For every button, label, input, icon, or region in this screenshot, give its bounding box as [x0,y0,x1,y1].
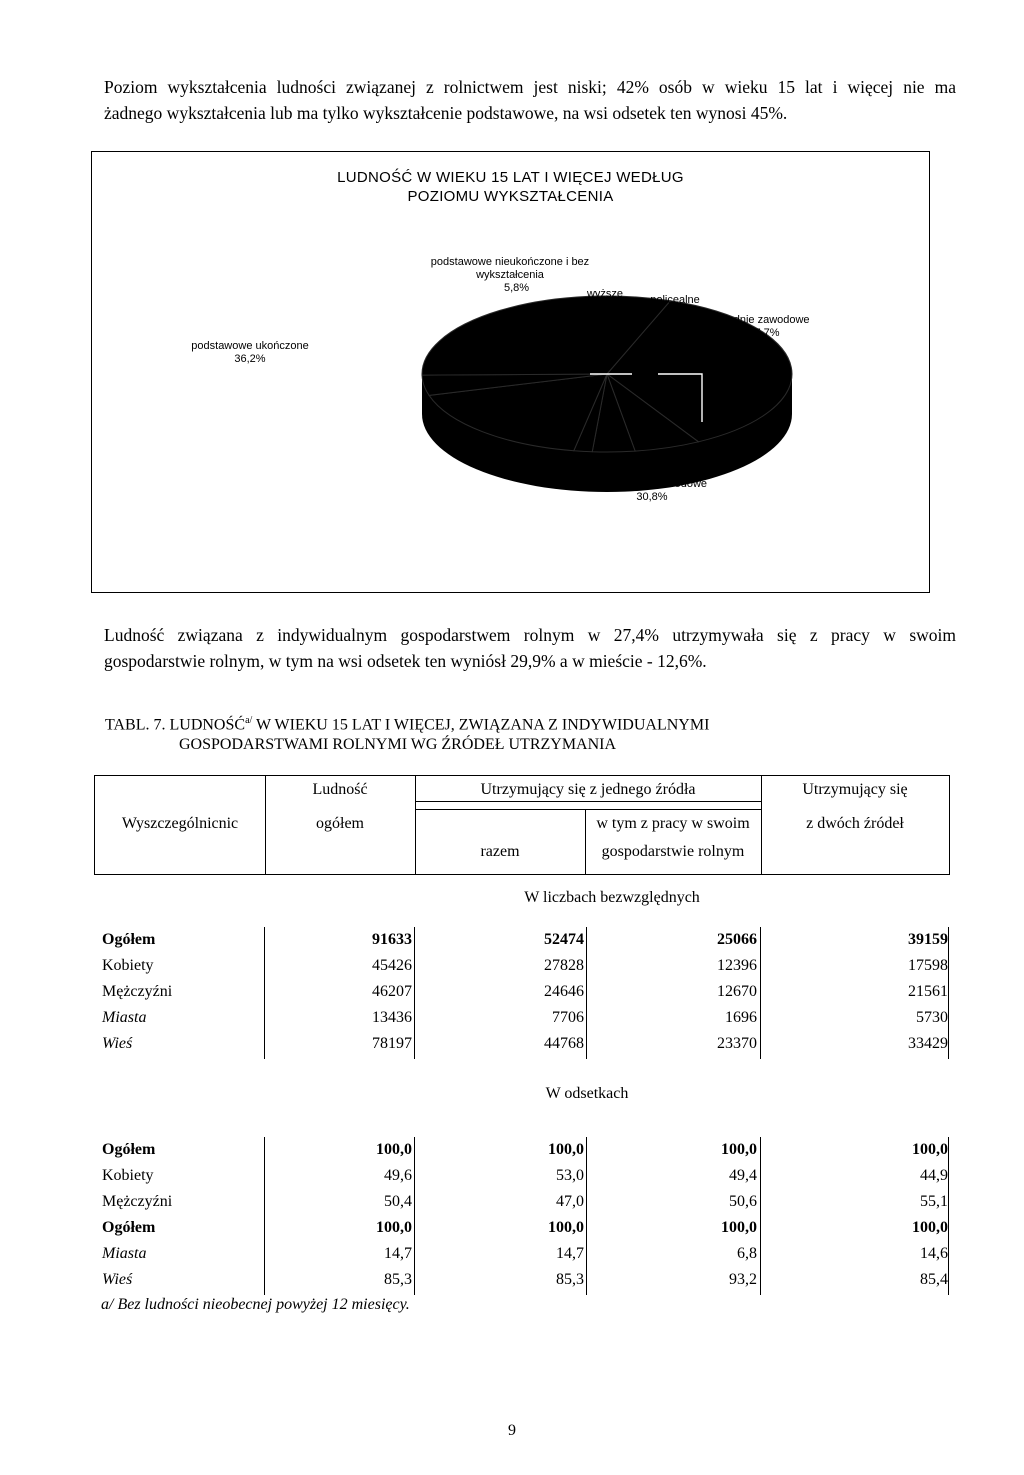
pie-svg [92,152,929,592]
table-title-line-2: GOSPODARSTWAMI ROLNYMI WG ŹRÓDEŁ UTRZYMANIA [179,736,617,754]
intro-line-1: Poziom wykształcenia ludności związanej z rolnictwem jest niski; 42% osób w wieku 15 lat i więcej nie ma [104,77,956,97]
label-srednie-zawodowe [704,314,824,340]
cell: 85,3 [556,1271,584,1288]
table-row [94,1267,950,1293]
label-value: 4,2% [752,365,778,377]
cell: 100,0 [376,1141,412,1158]
section-title-absolute: W liczbach bezwzględnych [524,889,700,906]
para2-line-1: Ludność związana z indywidualnym gospodarstwem rolnym w 27,4% utrzymywała się z pracy w swoim [104,625,956,645]
row-label: Ogółem [102,1219,156,1236]
intro-paragraph [104,74,956,126]
row-label: Miasta [102,1245,147,1262]
cell: 55,1 [920,1193,948,1210]
row-label: Kobiety [102,957,154,974]
label-wyzsze [580,288,630,314]
table-row [94,927,950,953]
cell: 85,4 [920,1271,948,1288]
section-absolute-rows [94,927,950,1057]
cell: 100,0 [912,1219,948,1236]
table-row [94,1189,950,1215]
row-label: Mężczyźni [102,1193,173,1210]
cell: 91633 [372,931,412,948]
table-row [94,1163,950,1189]
header-z-pracy-b: gospodarstwie rolnym [601,843,745,860]
cell: 12670 [717,983,757,1000]
cell: 45426 [372,957,412,974]
table-row [94,1241,950,1267]
cell: 44768 [544,1035,584,1052]
cell: 49,4 [729,1167,757,1184]
cell: 49,6 [384,1167,412,1184]
row-label: Ogółem [102,1141,156,1158]
cell: 13436 [372,1009,412,1026]
row-label: Mężczyźni [102,983,173,1000]
cell: 7706 [552,1009,584,1026]
education-pie-chart [91,151,930,593]
cell: 1696 [725,1009,757,1026]
cell: 44,9 [920,1167,948,1184]
cell: 27828 [544,957,584,974]
header-ogolem: ogółem [316,815,364,832]
cell: 50,6 [729,1193,757,1210]
label-value: 3,7% [592,301,618,313]
label-name: wyższe [586,288,624,300]
table-title-line-1 [105,711,965,735]
cell: 100,0 [548,1141,584,1158]
row-label: Wieś [102,1271,133,1288]
cell: 33429 [908,1035,948,1052]
label-name: podstawowe nieukończone i bez wykształcenia [430,256,590,281]
table-title [105,711,965,755]
table-title-prefix: TABL. 7. LUDNOŚĆ [105,716,246,734]
table-header [94,775,950,875]
para2-line-2: gospodarstwie rolnym, w tym na wsi odsetek ten wyniósł 29,9% a w mieście - 12,6%. [104,651,707,671]
label-name: zasadnicze zawodowe [596,478,708,490]
label-value: 5,8% [504,282,530,294]
cell: 100,0 [721,1219,757,1236]
cell: 53,0 [556,1167,584,1184]
header-dwoch-zrodel-b: z dwóch źródeł [806,815,904,832]
cell: 50,4 [384,1193,412,1210]
table-title-rest: W WIEKU 15 LAT I WIĘCEJ, ZWIĄZANA Z INDYWIDUALNYMI [252,716,710,734]
label-name: podstawowe ukończone [191,340,309,352]
cell: 5730 [916,1009,948,1026]
table-row [94,1031,950,1057]
cell: 93,2 [729,1271,757,1288]
label-srednie-ogolne [700,352,800,378]
cell: 12396 [717,957,757,974]
row-label: Wieś [102,1035,133,1052]
row-label: Ogółem [102,931,156,948]
header-wyszczegolnienie: Wyszczególnicnic [121,815,239,832]
cell: 100,0 [721,1141,757,1158]
table-footnote: a/ Bez ludności nieobecnej powyżej 12 miesięcy. [101,1296,410,1313]
cell: 78197 [372,1035,412,1052]
cell: 14,6 [920,1245,948,1262]
section-percent-rows [94,1137,950,1293]
intro-line-2: żadnego wykształcenia lub ma tylko wykształcenie podstawowe, na wsi odsetek ten wynosi 45%. [104,103,788,123]
cell: 100,0 [548,1219,584,1236]
cell: 25066 [717,931,757,948]
header-ludnosc: Ludność [312,781,368,798]
cell: 85,3 [384,1271,412,1288]
label-podstawowe-nieukonczone [430,256,590,295]
cell: 39159 [908,931,948,948]
table-row [94,1005,950,1031]
chart-title-line-1: LUDNOŚĆ W WIEKU 15 LAT I WIĘCEJ WEDŁUG [337,169,684,186]
cell: 14,7 [556,1245,584,1262]
table-row [94,1215,950,1241]
header-jednego-zrodla: Utrzymujący się z jednego źródła [480,781,696,798]
cell: 46207 [372,983,412,1000]
header-razem: razem [480,843,520,860]
row-label: Kobiety [102,1167,154,1184]
table-row [94,953,950,979]
cell: 24646 [544,983,584,1000]
cell: 100,0 [912,1141,948,1158]
cell: 14,7 [384,1245,412,1262]
cell: 6,8 [737,1245,757,1262]
cell: 23370 [717,1035,757,1052]
header-dwoch-zrodel-a: Utrzymujący się [802,781,908,798]
data-table [94,775,950,1293]
label-podstawowe-ukonczone [180,340,320,366]
section-title-percent: W odsetkach [545,1085,629,1102]
cell: 47,0 [556,1193,584,1210]
cell: 100,0 [376,1219,412,1236]
cell: 17598 [908,957,948,974]
cell: 52474 [544,931,584,948]
label-value: 1,6% [670,307,696,319]
table-row [94,1137,950,1163]
label-value: 36,2% [234,353,266,365]
page-number: 9 [508,1422,516,1439]
table-title-footnote-mark: a/ [245,715,253,726]
cell: 21561 [908,983,948,1000]
label-name: średnie zawodowe [718,314,810,326]
label-value: 30,8% [636,491,668,503]
label-zasadnicze-zawodowe [582,478,722,504]
chart-title-line-2: POZIOMU WYKSZTAŁCENIA [407,188,614,205]
header-z-pracy-a: w tym z pracy w swoim [596,815,750,832]
row-label: Miasta [102,1009,147,1026]
label-value: 17,7% [748,327,780,339]
body-paragraph [104,622,956,674]
label-name: średnie ogólne [713,352,787,364]
label-policealne [640,294,710,320]
leader-line-0 [324,390,337,442]
table-row [94,979,950,1005]
label-name: policealne [650,294,700,306]
